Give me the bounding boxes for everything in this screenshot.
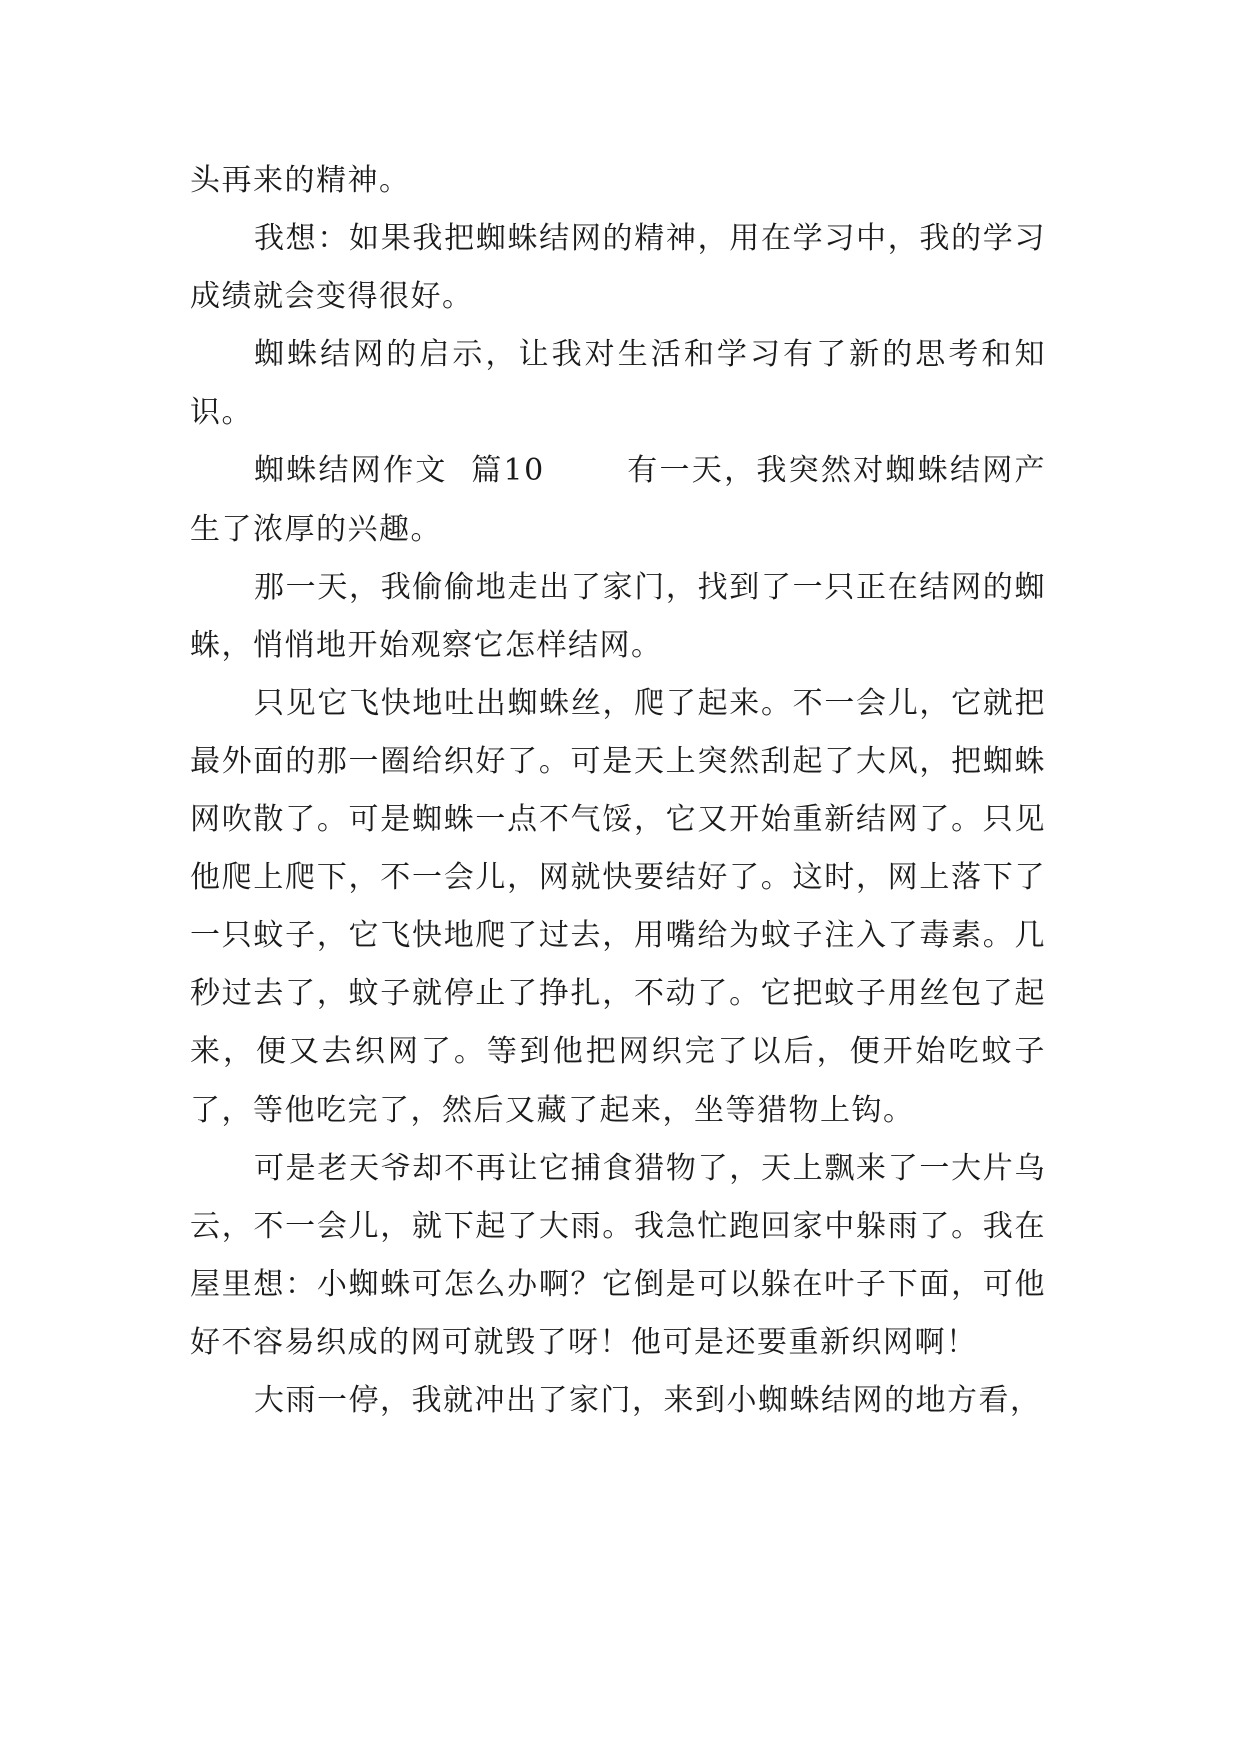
- essay-body: [190, 152, 1046, 1430]
- section-heading: 蜘蛛结网作文 篇10: [254, 453, 545, 489]
- paragraph: 蜘蛛结网的启示，让我对生活和学习有了新的思考和知识。: [190, 337, 1046, 431]
- section-paragraph: [190, 442, 1046, 558]
- paragraph: 那一天，我偷偷地走出了家门，找到了一只正在结网的蜘蛛，悄悄地开始观察它怎样结网。: [190, 569, 1046, 663]
- paragraph: 只见它飞快地吐出蜘蛛丝，爬了起来。不一会儿，它就把最外面的那一圈给织好了。可是天上突然刮起了大风，把蜘蛛网吹散了。可是蜘蛛一点不气馁，它又开始重新结网了。只见他爬上爬下，不一会儿，网就快要结好了。这时，网上落下了一只蚊子，它飞快地爬了过去，用嘴给为蚊子注入了毒素。几秒过去了，蚊子就停止了挣扎，不动了。它把蚊子用丝包了起来，便又去织网了。等到他把网织完了以后，便开始吃蚊子了，等他吃完了，然后又藏了起来，坐等猎物上钩。: [190, 685, 1046, 1128]
- paragraph-text: 有一天，我突然对蜘蛛结网产生了浓厚的兴趣。: [190, 453, 1047, 547]
- spacer: [545, 453, 627, 488]
- paragraph: 可是老天爷却不再让它捕食猎物了，天上飘来了一大片乌云，不一会儿，就下起了大雨。我急忙跑回家中躲雨了。我在屋里想：小蜘蛛可怎么办啊？它倒是可以躲在叶子下面，可他好不容易织成的网可就毁了呀！他可是还要重新织网啊！: [190, 1150, 1046, 1360]
- paragraph: 我想：如果我把蜘蛛结网的精神，用在学习中，我的学习成绩就会变得很好。: [190, 221, 1046, 315]
- paragraph-continuation: 头再来的精神。: [190, 163, 411, 198]
- paragraph: 大雨一停，我就冲出了家门，来到小蜘蛛结网的地方看，: [254, 1382, 1042, 1418]
